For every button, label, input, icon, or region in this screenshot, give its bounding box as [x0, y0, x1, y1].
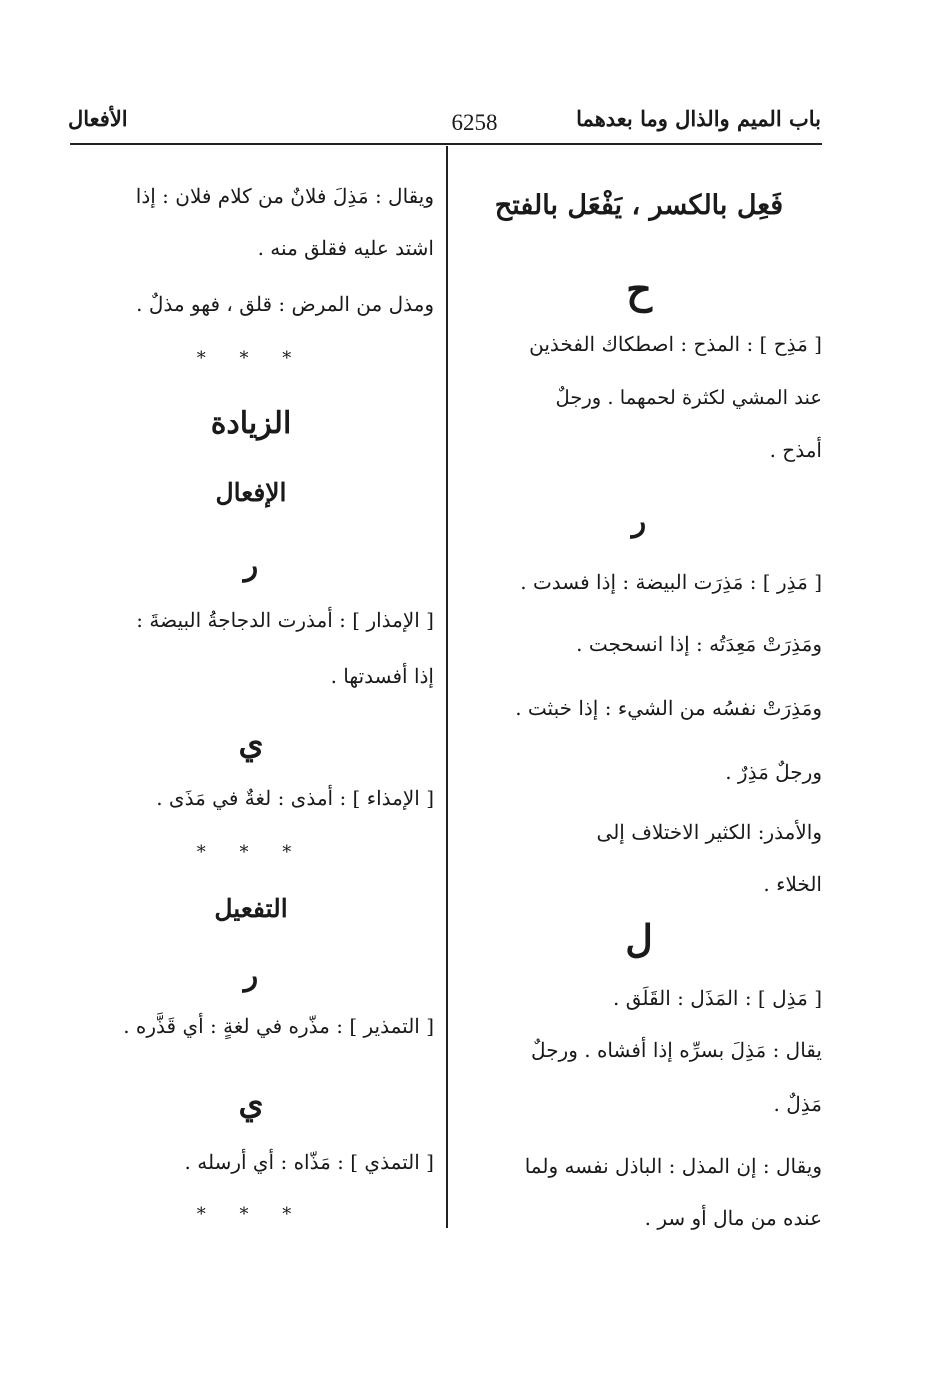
separator-stars: * * * — [196, 842, 306, 863]
entry-madhl-line1: [ مَذِل ] : المَذَل : القَلَق . — [613, 986, 822, 1010]
header-chapter-title: باب الميم والذال وما بعدهما — [576, 106, 821, 131]
entry-madhl-cont-line3: ومذل من المرض : قلق ، فهو مذلٌ . — [136, 292, 434, 316]
section-heading: فَعِل بالكسر ، يَفْعَل بالفتح — [494, 190, 784, 221]
entry-madh-line2: عند المشي لكثرة لحمهما . ورجلٌ — [555, 386, 822, 409]
separator-stars: * * * — [196, 348, 306, 369]
letter-heading-l: ل — [625, 916, 653, 961]
header-divider — [70, 143, 822, 145]
heading-tafil: التفعيل — [214, 894, 288, 923]
separator-stars: * * * — [196, 1204, 306, 1225]
entry-tamdhi-line: [ التمذي ] : مَذّاه : أي أرسله . — [184, 1150, 434, 1174]
entry-amdhar-line2: الخلاء . — [763, 872, 822, 896]
entry-madhl-cont-line1: ويقال : مَذِلَ فلانٌ من كلام فلان : إذا — [135, 184, 434, 208]
entry-imdhar-line1: [ الإمذار ] : أمذرت الدجاجةُ البيضةَ : — [136, 608, 434, 632]
column-divider — [446, 146, 448, 1228]
entry-madh-line3: أمذح . — [769, 438, 822, 462]
entry-imdhar-line2: إذا أفسدتها . — [330, 664, 434, 688]
entry-madhl-line2: يقال : مَذِلَ بسرِّه إذا أفشاه . ورجلٌ — [531, 1038, 822, 1062]
entry-madhl-line4: ويقال : إن المذل : الباذل نفسه ولما — [524, 1154, 822, 1178]
heading-ifal: الإفعال — [215, 478, 287, 507]
entry-madr-line2: ومَذِرَتْ مَعِدَتُه : إذا انسحجت . — [576, 632, 822, 656]
heading-ziyada: الزيادة — [210, 406, 292, 441]
entry-madr-line4: ورجلٌ مَذِرٌ . — [725, 760, 822, 784]
letter-heading-r: ر — [631, 504, 647, 539]
letter-heading-y: ي — [238, 724, 264, 762]
page-number: 6258 — [451, 110, 498, 135]
letter-heading-r: ر — [243, 958, 259, 993]
entry-madr-line3: ومَذِرَتْ نفسُه من الشيء : إذا خبثت . — [515, 696, 822, 720]
entry-madhl-cont-line2: اشتد عليه فقلق منه . — [257, 236, 434, 260]
entry-amdhar-line1: والأمذر: الكثير الاختلاف إلى — [596, 820, 822, 844]
entry-tamdhir-line: [ التمذير ] : مذّره في لغةٍ : أي قَذَّره . — [123, 1014, 434, 1038]
entry-madr-line1: [ مَذِر ] : مَذِرَت البيضة : إذا فسدت . — [520, 570, 822, 594]
entry-madhl-line3: مَذِلٌ . — [773, 1092, 822, 1116]
letter-heading-h: ح — [626, 266, 652, 313]
letter-heading-r: ر — [243, 548, 259, 583]
header-section-title: الأفعال — [68, 106, 128, 131]
letter-heading-y: ي — [238, 1084, 264, 1122]
entry-madhl-line5: عنده من مال أو سر . — [644, 1206, 822, 1230]
entry-imdha-line: [ الإمذاء ] : أمذى : لغةٌ في مَذَى . — [156, 786, 434, 810]
entry-madh-line1: [ مَذِح ] : المذح : اصطكاك الفخذين — [529, 332, 822, 356]
